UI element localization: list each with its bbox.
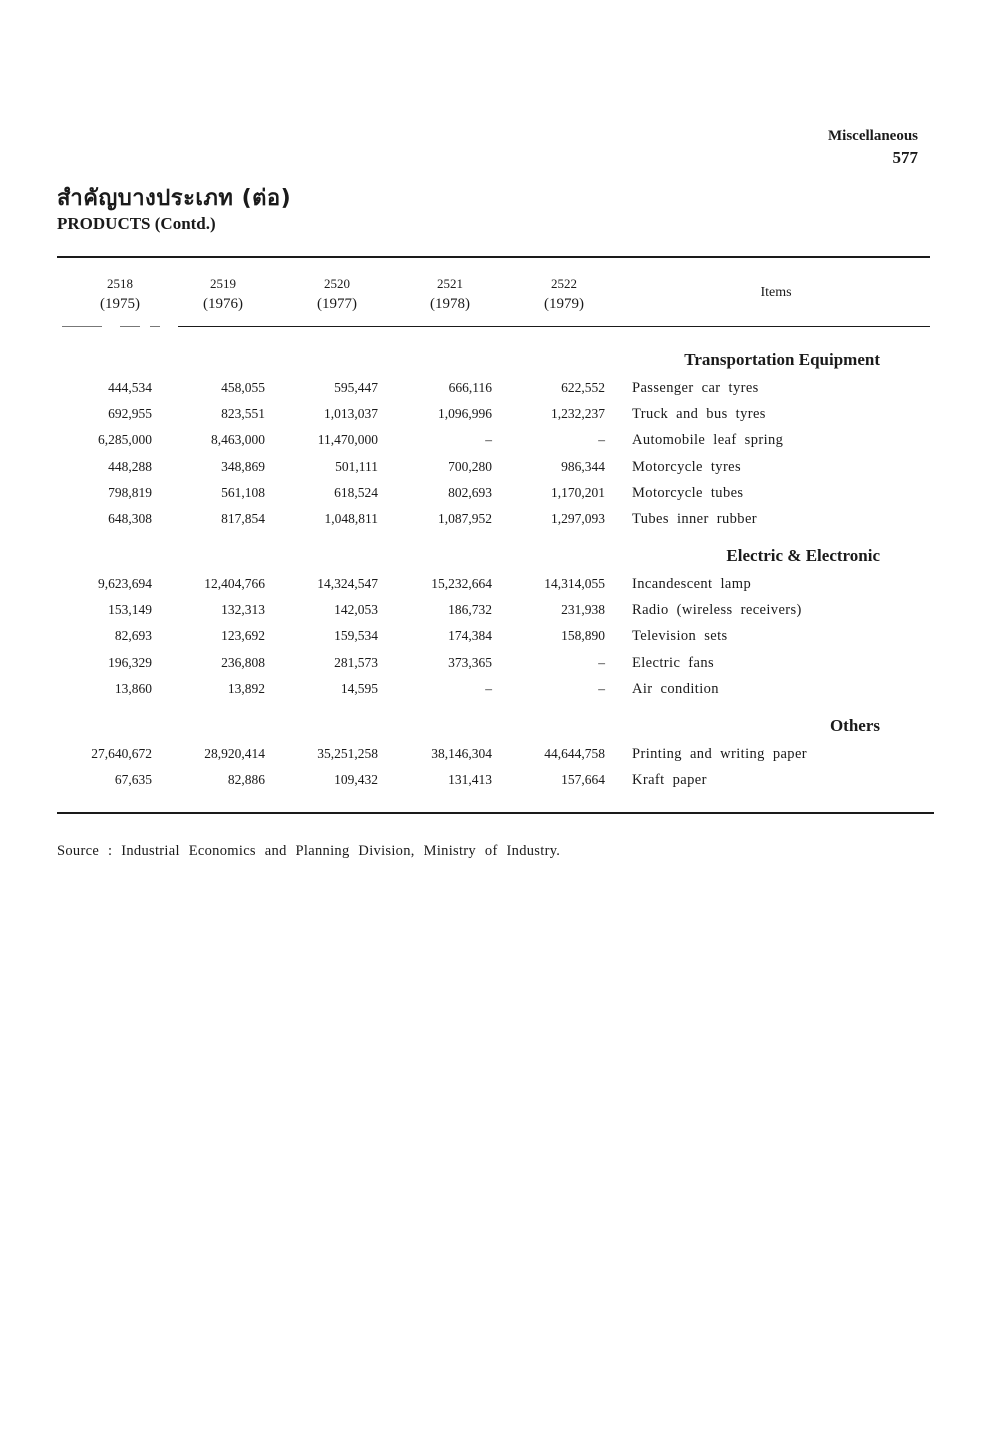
table-cell: 1,096,996 [438, 406, 492, 422]
table-cell: 823,551 [221, 406, 265, 422]
table-cell: 44,644,758 [544, 746, 605, 761]
column-header-1978 [405, 274, 495, 314]
table-row [0, 746, 990, 770]
header-divider-dash [150, 326, 160, 327]
table-row [0, 628, 990, 652]
table-row [0, 681, 990, 705]
table-cell: – [598, 432, 605, 448]
table-cell: 817,854 [221, 511, 265, 526]
table-cell: 692,955 [108, 406, 152, 422]
item-label: Incandescent lamp [632, 576, 752, 592]
item-label: Automobile leaf spring [632, 432, 784, 449]
table-cell: 348,869 [221, 458, 265, 474]
table-cell: 798,819 [108, 484, 152, 500]
table-cell: 14,595 [340, 680, 378, 696]
table-cell: 132,313 [221, 602, 265, 618]
item-label: Passenger car tyres [632, 380, 759, 396]
table-cell: 14,314,055 [544, 576, 605, 591]
table-cell: 158,890 [561, 628, 605, 644]
column-header-1977 [292, 274, 382, 314]
table-cell: – [485, 680, 492, 696]
source-note: Source : Industrial Economics and Planning Division, Ministry of Industry. [57, 843, 561, 859]
table-cell: 9,623,694 [98, 576, 152, 591]
table-cell: 159,534 [334, 628, 378, 644]
table-cell: 444,534 [108, 380, 152, 395]
table-cell: 82,886 [227, 772, 265, 788]
table-cell: – [485, 432, 492, 448]
table-cell: – [598, 654, 605, 670]
table-cell: 1,170,201 [551, 484, 605, 500]
column-year-be: 2519 [210, 276, 236, 291]
table-cell: 131,413 [448, 772, 492, 788]
table-cell: 618,524 [334, 484, 378, 500]
column-header-1975 [75, 274, 165, 314]
table-cell: 8,463,000 [211, 432, 265, 448]
item-label: Electric fans [632, 654, 715, 671]
table-cell: 561,108 [221, 484, 265, 500]
table-row [0, 772, 990, 796]
table-cell: 13,892 [227, 680, 265, 696]
table-cell: 186,732 [448, 602, 492, 618]
table-cell: 28,920,414 [204, 746, 265, 761]
table-cell: 142,053 [334, 602, 378, 618]
table-cell: 13,860 [114, 680, 152, 696]
column-year-ce: (1976) [203, 296, 243, 312]
table-row [0, 576, 990, 600]
column-year-be: 2522 [551, 276, 577, 291]
table-cell: 281,573 [334, 654, 378, 670]
table-top-rule [57, 256, 930, 258]
item-label: Motorcycle tyres [632, 458, 742, 475]
table-cell: 38,146,304 [431, 746, 492, 761]
table-cell: 1,013,037 [324, 406, 378, 422]
item-label: Tubes inner rubber [632, 511, 758, 527]
table-cell: 700,280 [448, 458, 492, 474]
items-column-header: Items [760, 285, 792, 300]
table-row [0, 511, 990, 535]
column-year-ce: (1978) [430, 296, 470, 312]
table-cell: 67,635 [114, 772, 152, 788]
table-cell: 15,232,664 [431, 576, 492, 591]
table-cell: – [598, 680, 605, 696]
item-label: Radio (wireless receivers) [632, 602, 802, 619]
table-cell: 448,288 [108, 458, 152, 474]
table-cell: 1,297,093 [551, 511, 605, 526]
table-cell: 373,365 [448, 654, 492, 670]
table-cell: 196,329 [108, 654, 152, 670]
table-cell: 648,308 [108, 511, 152, 526]
table-row [0, 459, 990, 483]
table-cell: 1,087,952 [438, 511, 492, 526]
item-label: Motorcycle tubes [632, 484, 744, 501]
page-number: 577 [892, 148, 918, 167]
item-label: Printing and writing paper [632, 746, 808, 762]
item-label: Kraft paper [632, 772, 707, 789]
header-divider [178, 326, 930, 327]
column-year-be: 2518 [107, 276, 133, 291]
table-cell: 1,232,237 [551, 406, 605, 422]
table-cell: 802,693 [448, 484, 492, 500]
table-cell: 157,664 [561, 772, 605, 788]
table-cell: 1,048,811 [324, 511, 378, 526]
table-cell: 11,470,000 [317, 432, 378, 448]
section-title-electric: Electric & Electronic [726, 546, 880, 565]
column-header-1979 [519, 274, 609, 314]
table-cell: 458,055 [221, 380, 265, 395]
table-cell: 12,404,766 [204, 576, 265, 591]
table-cell: 153,149 [108, 602, 152, 618]
column-year-ce: (1975) [100, 296, 140, 312]
table-cell: 236,808 [221, 654, 265, 670]
column-year-ce: (1977) [317, 296, 357, 312]
header-divider-dash [120, 326, 140, 327]
table-row [0, 485, 990, 509]
table-cell: 501,111 [335, 458, 378, 474]
table-cell: 109,432 [334, 772, 378, 788]
table-cell: 14,324,547 [317, 576, 378, 591]
section-title-others: Others [829, 716, 880, 735]
title-english: PRODUCTS (Contd.) [57, 214, 216, 233]
table-cell: 595,447 [334, 380, 378, 395]
header-divider-dash [62, 326, 102, 327]
table-cell: 986,344 [561, 458, 605, 474]
section-title-transportation: Transportation Equipment [684, 350, 880, 369]
table-cell: 174,384 [448, 628, 492, 644]
table-row [0, 406, 990, 430]
table-cell: 27,640,672 [91, 746, 152, 761]
column-year-be: 2521 [437, 276, 463, 291]
table-cell: 622,552 [561, 380, 605, 395]
item-label: Television sets [632, 628, 728, 645]
table-cell: 123,692 [221, 628, 265, 644]
section-label: Miscellaneous [828, 128, 918, 144]
table-bottom-rule [57, 812, 934, 814]
table-row [0, 602, 990, 626]
table-row [0, 380, 990, 404]
table-cell: 35,251,258 [317, 746, 378, 761]
column-year-be: 2520 [324, 276, 350, 291]
table-cell: 82,693 [114, 628, 152, 644]
item-label: Air condition [632, 680, 719, 697]
table-cell: 231,938 [561, 602, 605, 618]
column-header-1976 [178, 274, 268, 314]
column-year-ce: (1979) [544, 296, 584, 312]
table-cell: 6,285,000 [98, 432, 152, 448]
table-row [0, 655, 990, 679]
title-thai: สำคัญบางประเภท (ต่อ) [57, 186, 292, 211]
item-label: Truck and bus tyres [632, 406, 766, 423]
table-cell: 666,116 [448, 380, 492, 395]
table-row [0, 432, 990, 456]
